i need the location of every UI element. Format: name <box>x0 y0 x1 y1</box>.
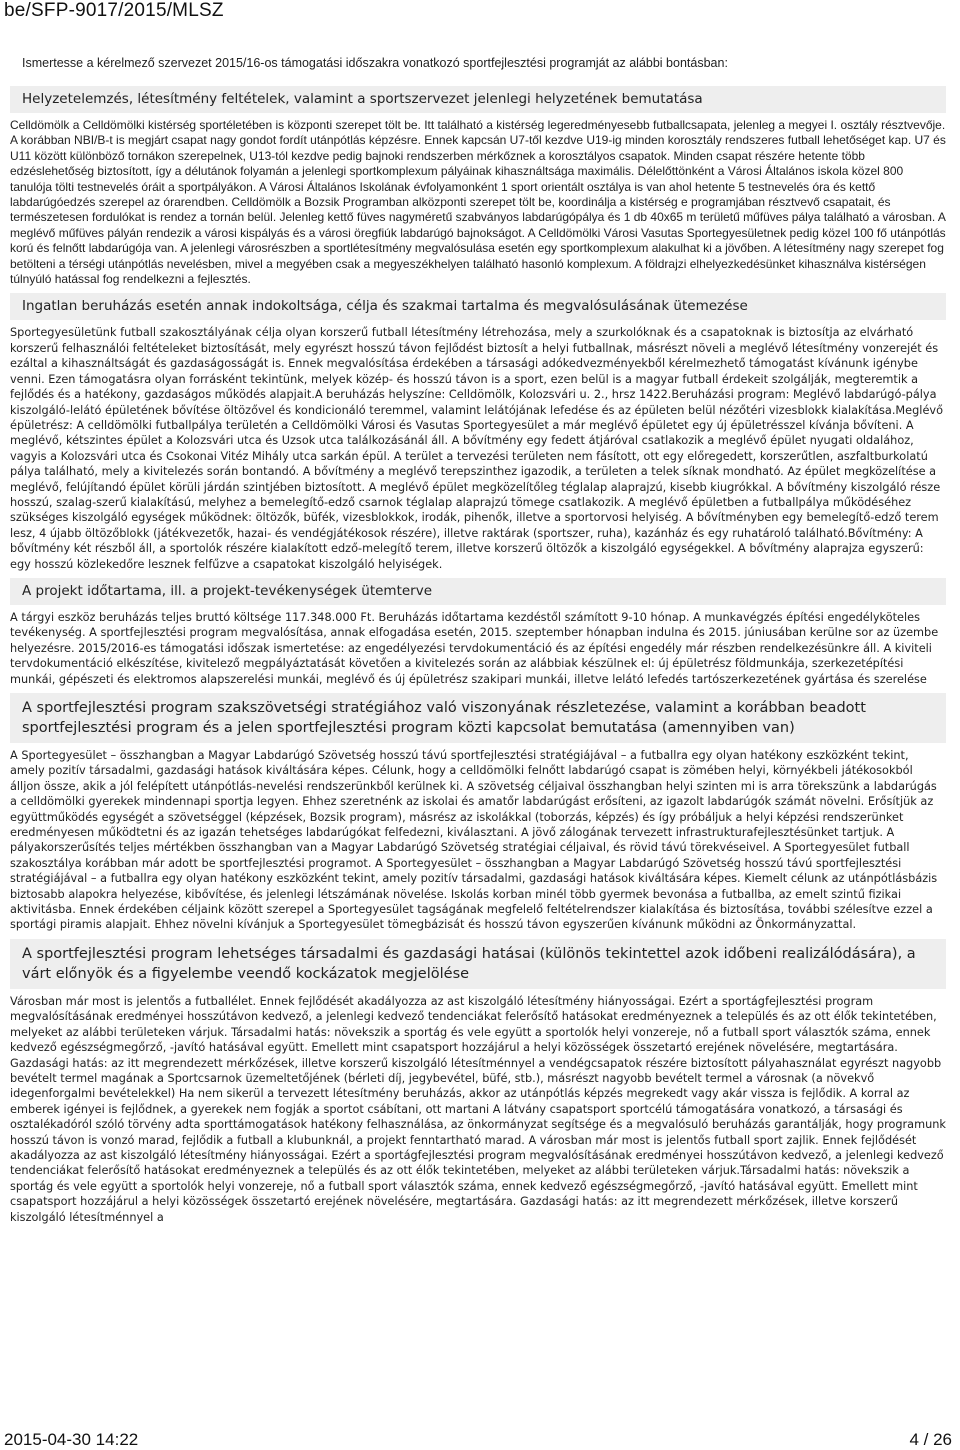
section-strategy <box>10 693 946 933</box>
section-schedule <box>10 578 946 687</box>
section-title: A sportfejlesztési program szakszövetségi stratégiához való viszonyának részletezése, valamint a korábban beadott sportfejlesztési program és a jelen sportfejlesztési program közti kapcsolat bemutatása (amennyiben van) <box>10 693 946 743</box>
section-body: A Sportegyesület – összhangban a Magyar Labdarúgó Szövetség hosszú távú sportfejlesztési stratégiájával – a futballra egy olyan hatékony eszközként tekint, amely pozitív társadalmi, gazdasági hatások kiváltására képes. Célunk, hogy a celldömölki felnőtt labdarúgó csapat is zömében helyi, környékbeli játékosokból álljon össze, akik a jól felépített utánpótlás-nevelési rendszerünkből kerülnek ki. A szövetség céljaival összhangban helyi szinten mi is arra törekszünk a labdarúgás a celldömölki gyerekek mindennapi sportja legyen. Ehhez szeretnénk az iskolai és amatőr labdarúgást erősíteni, az igazolt labdarúgók számát növelni. Erősítjük az együttműködés egységét a szövetséggel (képzések, Bozsik program), másrész az iskolákkal (toborzás, képzés) és így próbáljuk a helyi képzési rendszerünket eredményesen működtetni és az igazán tehetséges labdarúgókat felfedezni, kiválasztani. A jövő zálogának tervezett infrastrukturafejlesztésünket tartjuk. A pályakorszerűsítés teljes mértékben összhangban van a Magyar Labdarúgó Szövetség stratégiai céljaival, és rövid távú törekvéseivel. A Sportegyesület futball szakosztálya korábban már adott be sportfejlesztési programot. A Sportegyesület – összhangban a Magyar Labdarúgó Szövetség hosszú távú sportfejlesztési stratégiájával – a futballra egy olyan hatékony eszközként tekint, amely pozitív társadalmi, gazdasági hatások kiváltására képes. Kiemelt célunk az utánpótlásbázis biztosabb alapokra helyezése, kibővítése, és jelenlegi létszámának növelése. Iskolás korban minél több gyermek bevonása a futballba, az emelt szintű fizikai aktivitásba. Ennek érdekében céljaink között szerepel a Sportegyesület tagságának megfelelő feltételrendszer kialakítása és biztosítása, további szélesítve ezzel a sportági piramis alapjait. Ehhez növelni kívánjuk a Sportegyesület tömegbázisát és hosszú távon egyszerűen kívánunk működni az Önkormányzattal. <box>10 749 938 932</box>
section-investment <box>10 293 946 572</box>
page-number: 4 / 26 <box>909 1430 952 1449</box>
section-body: Sportegyesületünk futball szakosztályának célja olyan korszerű futball létesítmény létrehozása, mely a szurkolóknak és a csapatoknak is biztosítja az elvárható korszerű felhasználói feltételeket biztosítását, mely egyrészt hosszú távon fejlődést biztosít a helyi futballnak, másrészt növeli a meglévő létesítmény vonzerejét és ezáltal a kihasználtságát és gazdaságosságát is. Ennek megvalósítása érdekében a társasági adókedvezményekből kérelmezhető támogatást kívánunk igénybe venni. Ezen támogatásra olyan forrásként tekintünk, melyek közép- és hosszú távon is a sport, ezen belül is a magyar futball érdekeit szolgálják, megteremtik a fejlődés és a hatékony, gazdaságos működés alapjait.A beruházás helyszíne: Celldömölk, Kolozsvári u. 2., hrsz 1422.Beruházási program: Meglévő labdarúgó-pálya kiszolgáló-lelátó épületének bővítése öltözővel és kondicionáló teremmel, valamint lelátójának lefedése és az épületen belül nézőtéri vizesblokk kialakítása.Meglévő épületrész: A celldömölki futballpálya területén a Celldömölki Városi és Vasutas Sportegyesület a már meglévő épületet egy új épületrésszel kívánja bővíteni. A meglévő, kétszintes épület a Kolozsvári utca és Uzsok utca találkozásánál áll. A bővítmény egy fedett átjáróval csatlakozik a meglévő épület nyugati oldalához, vagyis a Kolozsvári utca és Csokonai Vitéz Mihály utca sarkán épül. A terület a tervezési területen nem fásított, ott egy előregedett, korszerűtlen, aszfaltburkolatú pálya található, mely a kivitelezés során bontandó. A bővítmény a meglévő terepszinthez igazodik, a területen a telek síknak mondható. Az épület megközelítése a meglévő, felújítandó épület körüli járdán szintjében biztosított. A meglévő épület megközelítőleg téglalap alaprajzú, kisebb kiugrókkal. A bővítmény kiszolgáló része hosszú, szalag-szerű kialakítású, melyhez a bemelegítő-edző csarnok téglalap alaprajzú tömege csatlakozik. A meglévő épületben a futballpálya működéséhez szükséges kiszolgáló egységek működnek: öltözők, büfék, vizesblokkok, irodák, pihenők, illetve a sportorvosi helyiség. A bővítményben egy bemelegítő-edző terem lesz, 4 újabb öltözőblokk (játékvezetők, hazai- és vendégjátékosok részére), illetve raktárak (sportszer, ruha), kazánház és egy ruhatároló található.Bővítmény: A bővítmény két részből áll, a sportolók részére kialakított edző-melegítő terem, illetve korszerű öltözők a kiszolgáló egységekkel. A bővítmény alaprajza egyszerű: egy hosszú közlekedőre lesznek felfűzve a csapatokat kiszolgáló helyiségek. <box>10 326 943 571</box>
section-title: Ingatlan beruházás esetén annak indokoltsága, célja és szakmai tartalma és megvalósulásának ütemezése <box>10 293 946 320</box>
document-id: be/SFP-9017/2015/MLSZ <box>4 0 224 21</box>
section-title: A projekt időtartama, ill. a projekt-tevékenységek ütemterve <box>10 578 946 605</box>
section-impact <box>10 939 946 1225</box>
section-situation <box>10 86 946 287</box>
section-body: Városban már most is jelentős a futballélet. Ennek fejlődését akadályozza az ast kiszolgáló létesítmény hiányosságai. Ezért a sportágfejlesztési program megvalósításának eredményei hosszútávon kedvező, a jelenlegi kedvező tendenciákat felerősítő hatásokat eredményeznek a település és az ott élők tekintetében, melyeket az alábbi területeken várjuk. Társadalmi hatás: növekszik a sportág és vele együtt a sportolók helyi vonzereje, nő a futball sport választók száma, ennek kedvező egészségmegőrző, -javító hatásával együtt. Emellett mint csapatsport hozzájárul a helyi közösségek összetartó erejének növelésére, megtartására. Gazdasági hatás: az itt megrendezett mérkőzések, illetve korszerű kiszolgáló létesítménnyel a vendégcsapatok részére biztosított pályahasználat egyrészt nagyobb bevételt termel magának a Sportcsarnok üzemeltetőjének (bérleti díj, jegybevétel, büfé, stb.), másrészt nagyobb bevételt termel a városnak (a növekvő idegenforgalmi bevételekkel) Ha nem sikerül a tervezett létesítmény beruházás, akkor az utánpótlás képzés megrekedt vagy akár vissza is fejlődik. A korral az emberek igényei is fejlődnek, a gyerekek nem fogják a sportot csábítani, ott martani A látvány csapatsport sportcélú támogatására vonatkozó, a társasági és osztalékadóról szóló törvény adta sporttámogatások hatékony felhasználása, az önkormányzat segítsége és a megvalósuló beruházás garantálják, hogy programunk hosszú távon is vonzó marad, fejlődik a futball a klubunknál, a projekt fenntartható marad. A városban már most is jelentős futball sport zajlik. Ennek fejlődését akadályozza az ast kiszolgáló létesítmény hiányosságai. Ezért a sportágfejlesztési program megvalósításának eredményei hosszútávon kedvező, a jelenlegi kedvező tendenciákat felerősítő hatásokat eredményeznek a település és az ott élők tekintetében, melyeket az alábbi területeken várjuk.Társadalmi hatás: növekszik a sportág és vele együtt a sportolók helyi vonzereje, nő a futball sport választók száma, ennek kedvező egészségmegőrző, -javító hatásával együtt. Emellett mint csapatsport hozzájárul a helyi közösségek összetartó erejének növelésére, megtartására. Gazdasági hatás: az itt megrendezett mérkőzések, illetve korszerű kiszolgáló létesítménnyel a <box>10 994 946 1224</box>
footer-timestamp: 2015-04-30 14:22 <box>4 1430 139 1449</box>
section-title: A sportfejlesztési program lehetséges társadalmi és gazdasági hatásai (különös tekintettel azok időbeni realizálódására), a várt előnyök és a figyelembe veendő kockázatok megjelölése <box>10 939 946 989</box>
intro-text: Ismertesse a kérelmező szervezet 2015/16-os támogatási időszakra vonatkozó sportfejlesztési programját az alábbi bontásban: <box>22 56 728 70</box>
section-title: Helyzetelemzés, létesítmény feltételek, valamint a sportszervezet jelenlegi helyzetének bemutatása <box>10 86 946 113</box>
section-body: Celldömölk a Celldömölki kistérség sportéletében is központi szerepet tölt be. Itt található a kistérség legeredményesebb futballcsapata, jelenleg a megyei I. osztály résztvevője. A korábban NBI/B-t is megjárt csapat nagy gondot fordít utánpótlás képzésre. Ennek kapcsán U7-től kezdve U19-ig minden korosztály rendszeres futball lehetőséget kap. U7 és U11 között különböző tornákon szerepelnek, U13-tól kezdve pedig bajnoki rendszerben mérkőznek a korosztályos csapatok. Minden csapat részére hetente több edzéslehetőség biztosított, így a délutánok folyamán a jelenlegi sportkomplexum pályáinak kihasználtsága maximális. Délelőttönként a Városi Általános iskola közel 800 tanulója tölti testnevelés óráit a sportpályákon. A Városi Általános Iskolának évfolyamonként 1 sport orientált osztálya is van ahol hetente 5 testnevelés óra és kettő labdarúgóedzés szerepel az órarendben. Celldömölk a Bozsik Programban alközponti szerepet tölt be, koordinálja a kistérség e programjában résztvevő csapatait, és természetesen fordulókat is rendez a tornán belül. Jelenleg kettő füves nagyméretű szabványos labdarúgópálya és 1 db 40x65 m területű műfüves pálya található a városban. A meglévő műfüves pályán rendezik a városi kispályás és a városi öregfiúk labdarúgó bajnokságot. A Celldömölki Városi Vasutas Sportegyesületnek pedig közel 100 fő utánpótlás korú és felnőtt labdarúgója van. A jelenlegi városrészben a sportlétesítmény megvalósulása esetén egy sportkomplexum alakulhat ki a jövőben. A létesítmény nagy szerepet fog betölteni a térségi utánpótlás nevelésben, mivel a megyében csak a megyeszékhelyen található hasonló komplexum. A földrajzi elhelyezkedésünket kihasználva kistérségen túlnyúló hatással fog rendelkezni a fejlesztés. <box>10 118 946 287</box>
section-body: A tárgyi eszköz beruházás teljes bruttó költsége 117.348.000 Ft. Beruházás időtartama kezdéstől számított 9-10 hónap. A munkavégzés építési engedélyköteles tevékenység. A sportfejlesztési program megvalósítása, annak elfogadása esetén, 2015. szeptember hónapban indulna és 2015. júniusában kerülne sor az üzembe helyezésre. 2015/2016-es támogatási időszak ismertetése: az engedélyezési tervdokumentáció és az építési engedély már részben rendelkezésünkre áll. A kiviteli tervdokumentáció elkészítése, kivitelező megpályáztatását követően a kivitelezés során az alábbiak készülnek el: új épületrész földmunkája, szerkezetépítési munkái, gépészeti és elektromos alapszerelési munkái, meglévő és új épületrész szakipari munkái, illetve lelátó lefedés tartószerkezetének gyártása és szerelése <box>10 610 939 686</box>
document-content <box>10 52 946 1231</box>
